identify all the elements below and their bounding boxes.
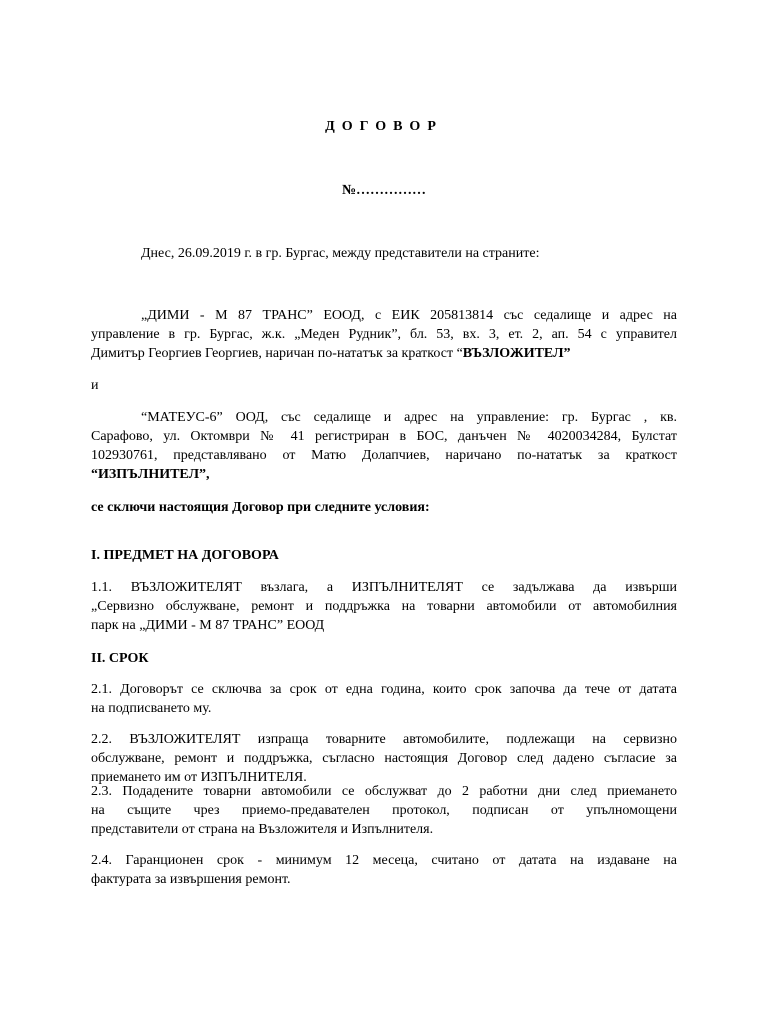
clause-line: на подписването му.	[91, 701, 212, 716]
clause-2-2	[91, 730, 677, 787]
clause-line: обслужване, ремонт и поддръжка, съгласно настоящия Договор след дадено съгласие за	[91, 751, 677, 766]
clause-line: 2.1. Договорът се сключва за срок от една година, които срок започва да тече от датата	[91, 682, 677, 697]
clause-2-1	[91, 680, 677, 718]
clause-line: представители от страна на Възложителя и Изпълнителя.	[91, 822, 434, 837]
contract-number: №……………	[341, 183, 427, 198]
clause-line: 2.2. ВЪЗЛОЖИТЕЛЯТ изпраща товарните автомобилите, подлежащи на сервизно	[91, 732, 677, 747]
clause-line: 2.4. Гаранционен срок - минимум 12 месеца, считано от датата на издаване на	[91, 853, 677, 868]
clause-line: парк на „ДИМИ - М 87 ТРАНС” ЕООД	[91, 618, 325, 633]
clause-2-4	[91, 851, 677, 889]
section2-heading: ІІ. СРОК	[91, 651, 149, 666]
intro-paragraph	[91, 244, 677, 263]
party1-line: управление в гр. Бургас, ж.к. „Меден Рудник”, бл. 53, вх. 3, ет. 2, ап. 54 с управител	[91, 327, 677, 342]
party1-paragraph	[91, 306, 677, 363]
section1-heading: І. ПРЕДМЕТ НА ДОГОВОРА	[91, 548, 279, 563]
and-word: и	[91, 378, 99, 393]
intro-text: Днес, 26.09.2019 г. в гр. Бургас, между представители на страните:	[141, 246, 540, 261]
party1-line	[91, 344, 677, 363]
party2-line: “МАТЕУС-6” ООД, със седалище и адрес на управление: гр. Бургас , кв.	[141, 410, 677, 425]
clause-line: приемането им от ИЗПЪЛНИТЕЛЯ.	[91, 770, 307, 785]
clause-2-3	[91, 782, 677, 839]
party2-line: 102930761, представлявано от Матю Долапчиев, наричано по-натaтък за краткост	[91, 448, 677, 463]
clause-1-1	[91, 578, 677, 635]
document-title: ДОГОВОР	[325, 119, 443, 134]
party1-line3-text: Димитър Георгиев Георгиев, наричан по-натaтък за краткост “	[91, 346, 463, 361]
party2-paragraph	[91, 408, 677, 484]
concluded-text: се сключи настоящия Договор при следните условия:	[91, 500, 430, 515]
party1-line: „ДИМИ - М 87 ТРАНС” ЕООД, с ЕИК 205813814 със седалище и адрес на	[141, 308, 677, 323]
clause-line: на същите чрез приемо-предавателен протокол, подписан от упълномощени	[91, 803, 677, 818]
clause-line: 1.1. ВЪЗЛОЖИТЕЛЯТ възлага, а ИЗПЪЛНИТЕЛЯТ се задължава да извърши	[91, 580, 677, 595]
party2-line: Сарафово, ул. Октомври № 41 регистриран в БОС, данъчен № 4020034284, Булстат	[91, 429, 677, 444]
party1-role: ВЪЗЛОЖИТЕЛ”	[462, 346, 571, 361]
clause-line: 2.3. Подадените товарни автомобили се обслужват до 2 работни дни след приемането	[91, 784, 677, 799]
clause-line: фактурата за извършения ремонт.	[91, 872, 291, 887]
clause-line: „Сервизно обслужване, ремонт и поддръжка на товарни автомобили от автомобилния	[91, 599, 677, 614]
party2-role: “ИЗПЪЛНИТЕЛ”,	[91, 467, 210, 482]
